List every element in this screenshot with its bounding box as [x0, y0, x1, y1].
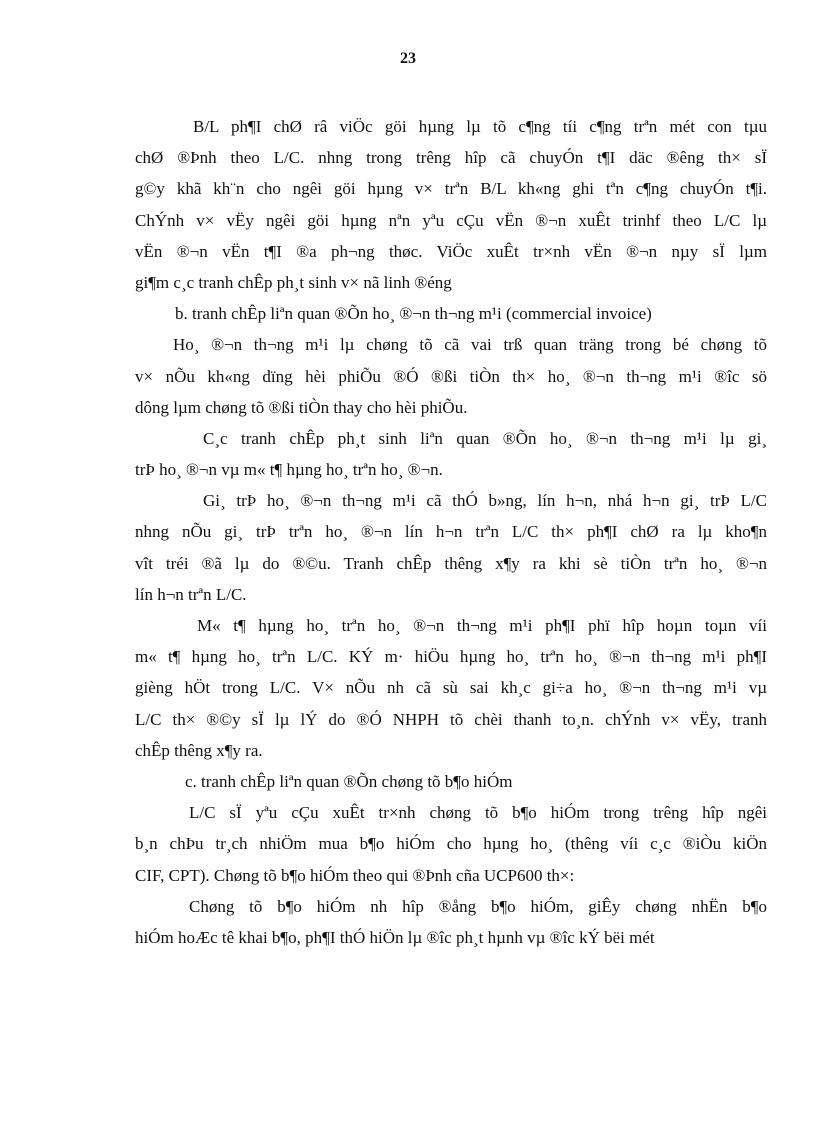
text-line: Gi¸ trÞ ho¸ ®¬n th¬ng m¹i cã thÓ b»ng, lín h¬n, nhá h¬n gi¸ trÞ L/C [203, 491, 767, 511]
text-line: L/C th× ®©y sÏ lµ lÝ do ®Ó NHPH tõ chèi thanh to¸n. chÝnh v× vËy, tranh [135, 709, 767, 729]
text-line: hiÓm hoÆc tê khai b¶o, ph¶I thÓ hiÖn lµ ®îc ph¸t hµnh vµ ®îc kÝ bëi mét [135, 927, 655, 947]
text-line: c. tranh chÊp liªn quan ®Õn chøng tõ b¶o hiÓm [185, 771, 513, 791]
text-line: C¸c tranh chÊp ph¸t sinh liªn quan ®Õn ho¸ ®¬n th¬ng m¹i lµ gi¸ [203, 428, 767, 448]
text-line: gi¶m c¸c tranh chÊp ph¸t sinh v× nã linh ®éng [135, 272, 452, 292]
page-number: 23 [400, 50, 416, 67]
text-line: dông lµm chøng tõ ®ßi tiÒn thay cho hèi phiÕu. [135, 397, 468, 417]
paragraph [135, 329, 767, 423]
text-line: vît tréi ®ã lµ do ®©u. Tranh chÊp thêng x¶y ra khi sè tiÒn trªn ho¸ ®¬n [135, 553, 767, 573]
paragraph [135, 298, 767, 329]
text-line: v× nÕu kh«ng dïng hèi phiÕu ®Ó ®ßi tiÒn th× ho¸ ®¬n th¬ng m¹i ®îc sö [135, 366, 767, 386]
text-line: B/L ph¶I chØ râ viÖc göi hµng lµ tõ c¶ng tíi c¶ng trªn mét con tµu [193, 117, 767, 136]
text-line: chØ ®Þnh theo L/C. nhng trong trêng hîp cã chuyÓn t¶I däc ®êng th× sÏ [135, 148, 767, 168]
text-line: b¸n chÞu tr¸ch nhiÖm mua b¶o hiÓm cho hµng ho¸ (thêng víi c¸c ®iÒu kiÖn [135, 834, 767, 854]
document-body [135, 111, 767, 953]
paragraph [135, 891, 767, 953]
paragraph [135, 485, 767, 610]
text-line: Chøng tõ b¶o hiÓm nh hîp ®ång b¶o hiÓm, giÊy chøng nhËn b¶o [189, 896, 767, 916]
paragraph [135, 423, 767, 485]
text-line: Ho¸ ®¬n th¬ng m¹i lµ chøng tõ cã vai trß quan träng trong bé chøng tõ [173, 335, 767, 355]
paragraph [135, 610, 767, 766]
text-line: L/C sÏ yªu cÇu xuÊt tr×nh chøng tõ b¶o hiÓm trong trêng hîp ngêi [189, 803, 767, 823]
text-line: chÊp thêng x¶y ra. [135, 740, 263, 760]
paragraph [135, 766, 767, 797]
text-line: ChÝnh v× vËy ngêi göi hµng nªn yªu cÇu vËn ®¬n xuÊt trinhf theo L/C lµ [135, 210, 767, 230]
text-line: m« t¶ hµng ho¸ trªn L/C. KÝ m· hiÖu hµng ho¸ trªn ho¸ ®¬n th¬ng m¹i ph¶I [135, 647, 767, 667]
text-line: vËn ®¬n vËn t¶I ®a ph¬ng thøc. ViÖc xuÊt tr×nh vËn ®¬n nµy sÏ lµm [135, 241, 767, 261]
text-line: CIF, CPT). Chøng tõ b¶o hiÓm theo qui ®Þnh cña UCP600 th×: [135, 865, 575, 885]
text-line: nhng nÕu gi¸ trÞ trªn ho¸ ®¬n lín h¬n trªn L/C th× ph¶I chØ ra lµ kho¶n [135, 522, 767, 542]
paragraph [135, 797, 767, 891]
paragraph [135, 111, 767, 298]
text-line: lín h¬n trªn L/C. [135, 584, 247, 604]
text-line: trÞ ho¸ ®¬n vµ m« t¶ hµng ho¸ trªn ho¸ ®¬n. [135, 460, 443, 480]
text-line: M« t¶ hµng ho¸ trªn ho¸ ®¬n th¬ng m¹i ph¶I phï hîp hoµn toµn víi [197, 616, 767, 635]
text-line: g©y khã kh¨n cho ngêi göi hµng v× trªn B/L kh«ng ghi tªn c¶ng chuyÓn t¶i. [135, 179, 767, 199]
text-line: gièng hÖt trong L/C. V× nÕu nh cã sù sai kh¸c gi÷a ho¸ ®¬n th¬ng m¹i vµ [135, 678, 767, 698]
text-line: b. tranh chÊp liªn quan ®Õn ho¸ ®¬n th¬ng m¹i (commercial invoice) [175, 304, 652, 324]
